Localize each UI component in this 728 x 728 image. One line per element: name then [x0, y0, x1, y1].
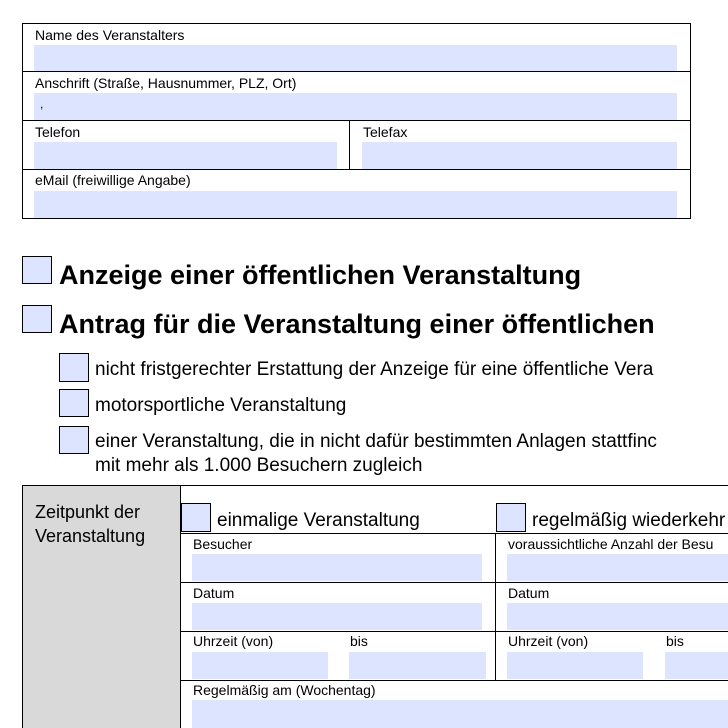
recurring-date-field[interactable]	[507, 603, 728, 630]
recurring-visitors-field[interactable]	[507, 554, 728, 581]
checkbox-recurring[interactable]	[496, 503, 526, 532]
address-value: ,	[40, 97, 44, 111]
address-field[interactable]	[34, 93, 677, 120]
once-time-from-label: Uhrzeit (von)	[193, 633, 274, 649]
recurring-time-from-value	[507, 652, 643, 656]
once-time-to-value	[349, 652, 486, 656]
checkbox-large-event[interactable]	[59, 426, 89, 454]
checkbox-motorsport[interactable]	[59, 389, 89, 417]
divider	[22, 485, 23, 728]
checkbox-application[interactable]	[22, 305, 52, 333]
once-time-from-value	[192, 652, 328, 656]
phone-field[interactable]	[34, 142, 337, 169]
sub-option-late-notification: nicht fristgerechter Erstattung der Anzeige für eine öffentliche Vera	[95, 359, 654, 380]
once-date-value	[192, 603, 482, 607]
divider	[349, 120, 350, 169]
recurring-visitors-value	[507, 554, 728, 558]
divider	[180, 680, 728, 681]
fax-label: Telefax	[363, 124, 408, 140]
recurring-visitors-label: voraussichtliche Anzahl der Besu	[508, 536, 714, 552]
option-application-label: Antrag für die Veranstaltung einer öffentlichen	[59, 309, 655, 339]
once-time-to-field[interactable]	[349, 652, 486, 679]
address-label: Anschrift (Straße, Hausnummer, PLZ, Ort)	[35, 75, 297, 91]
checkbox-notification[interactable]	[22, 256, 52, 284]
timing-label-line1: Zeitpunkt der	[35, 502, 141, 522]
once-label: einmalige Veranstaltung	[217, 510, 420, 531]
weekday-label: Regelmäßig am (Wochentag)	[193, 682, 376, 698]
recurring-time-to-value	[665, 652, 728, 656]
divider	[22, 71, 691, 72]
divider	[180, 631, 728, 632]
recurring-time-from-label: Uhrzeit (von)	[508, 633, 589, 649]
divider	[22, 169, 691, 170]
email-label: eMail (freiwillige Angabe)	[35, 172, 191, 188]
timing-section-label	[35, 500, 145, 548]
recurring-time-from-field[interactable]	[507, 652, 643, 679]
email-value	[34, 191, 677, 195]
timing-label-line2: Veranstaltung	[35, 526, 146, 546]
option-notification-label: Anzeige einer öffentlichen Veranstaltung	[59, 260, 582, 290]
divider	[22, 485, 728, 486]
organizer-name-label: Name des Veranstalters	[35, 27, 185, 43]
recurring-date-label: Datum	[508, 585, 550, 601]
divider	[180, 533, 728, 534]
weekday-field[interactable]	[192, 700, 728, 728]
checkbox-once[interactable]	[181, 503, 211, 532]
once-date-label: Datum	[193, 585, 235, 601]
phone-label: Telefon	[35, 124, 81, 140]
once-visitors-label: Besucher	[193, 536, 253, 552]
divider	[22, 120, 691, 121]
recurring-time-to-label: bis	[666, 633, 684, 649]
recurring-date-value	[507, 603, 728, 607]
fax-value	[362, 142, 677, 146]
once-visitors-field[interactable]	[192, 554, 482, 581]
organizer-name-value	[34, 45, 677, 49]
sub-option-large-event-line1: einer Veranstaltung, die in nicht dafür bestimmten Anlagen stattfinc	[95, 431, 657, 452]
checkbox-late-notification[interactable]	[59, 353, 89, 382]
recurring-time-to-field[interactable]	[665, 652, 728, 679]
sub-option-motorsport: motorsportliche Veranstaltung	[95, 395, 347, 416]
email-field[interactable]	[34, 191, 677, 218]
divider	[495, 533, 496, 680]
once-visitors-value	[192, 554, 482, 558]
recurring-label: regelmäßig wiederkehr	[532, 510, 726, 531]
once-date-field[interactable]	[192, 603, 482, 630]
sub-option-large-event-line2: mit mehr als 1.000 Besuchern zugleich	[95, 455, 423, 476]
once-time-from-field[interactable]	[192, 652, 328, 679]
weekday-value	[192, 700, 728, 704]
organizer-name-field[interactable]	[34, 45, 677, 71]
phone-value	[34, 142, 337, 146]
fax-field[interactable]	[362, 142, 677, 169]
once-time-to-label: bis	[350, 633, 368, 649]
divider	[180, 582, 728, 583]
